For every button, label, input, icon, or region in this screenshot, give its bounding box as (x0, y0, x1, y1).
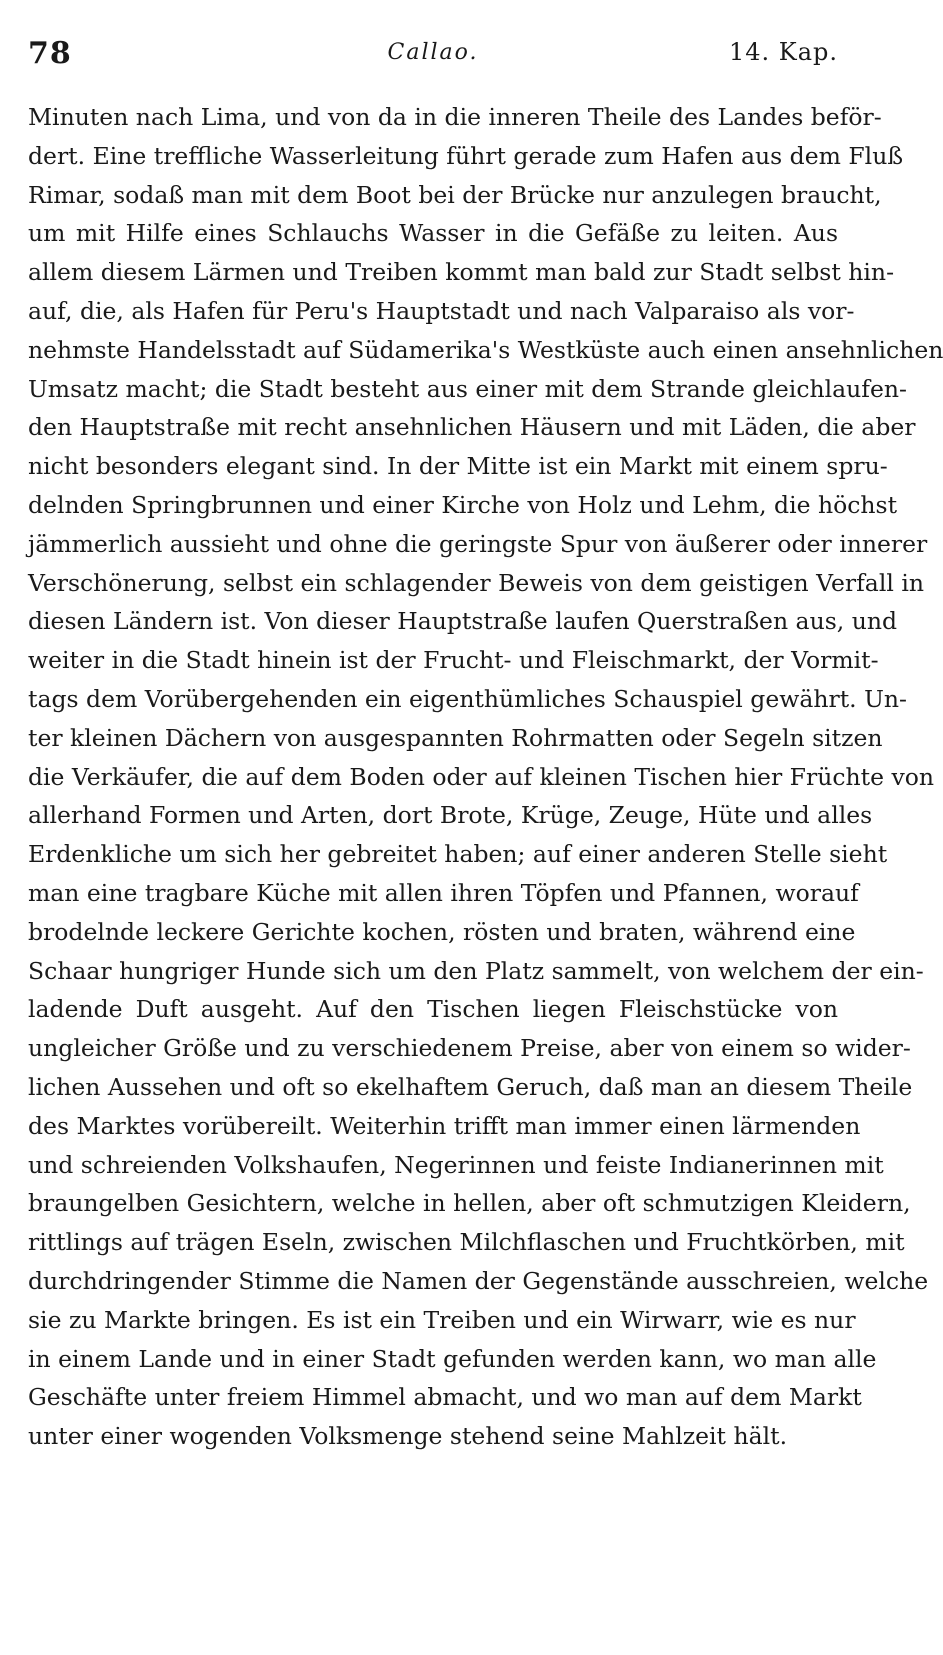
text-line: jämmerlich aussieht und ohne die geringste Spur von äußerer oder innerer (28, 529, 928, 558)
text-line: dert. Eine treffliche Wasserleitung führt gerade zum Hafen aus dem Fluß (28, 141, 904, 170)
text-line: Minuten nach Lima, und von da in die inneren Theile des Landes beför- (28, 103, 882, 131)
text-line: den Hauptstraße mit recht ansehnlichen Häusern und mit Läden, die aber (28, 413, 916, 442)
text-line: Geschäfte unter freiem Himmel abmacht, und wo man auf dem Markt (28, 1383, 862, 1412)
text-line: rittlings auf trägen Eseln, zwischen Milchflaschen und Fruchtkörben, mit (28, 1228, 905, 1257)
text-line: ladende Duft ausgeht. Auf den Tischen liegen Fleischstücke von (28, 995, 838, 1024)
text-line: ter kleinen Dächern von ausgespannten Rohrmatten oder Segeln sitzen (28, 723, 883, 752)
text-line: tags dem Vorübergehenden ein eigenthümliches Schauspiel gewährt. Un- (28, 684, 907, 713)
text-line: nicht besonders elegant sind. In der Mitte ist ein Markt mit einem spru- (28, 452, 888, 481)
text-line: allerhand Formen und Arten, dort Brote, Krüge, Zeuge, Hüte und alles (28, 801, 873, 830)
text-line: lichen Aussehen und oft so ekelhaftem Geruch, daß man an diesem Theile (28, 1072, 913, 1101)
text-line: durchdringender Stimme die Namen der Gegenstände ausschreien, welche (28, 1266, 929, 1295)
text-line: delnden Springbrunnen und einer Kirche von Holz und Lehm, die höchst (28, 490, 898, 519)
text-line: ungleicher Größe und zu verschiedenem Preise, aber von einem so wider- (28, 1034, 911, 1063)
text-line: auf, die, als Hafen für Peru's Hauptstadt und nach Valparaiso als vor- (28, 296, 855, 325)
page-number: 78 (28, 36, 72, 71)
text-line: Rimar, sodaß man mit dem Boot bei der Brücke nur anzulegen braucht, (28, 180, 882, 209)
text-line: diesen Ländern ist. Von dieser Hauptstraße laufen Querstraßen aus, und (28, 607, 898, 636)
page-header (28, 36, 838, 76)
text-line: Umsatz macht; die Stadt besteht aus einer mit dem Strande gleichlaufen- (28, 374, 907, 403)
running-head: Callao. (387, 40, 479, 65)
text-line: unter einer wogenden Volksmenge stehend seine Mahlzeit hält. (28, 1422, 788, 1451)
text-line: Schaar hungriger Hunde sich um den Platz sammelt, von welchem der ein- (28, 956, 924, 985)
text-line: weiter in die Stadt hinein ist der Frucht- und Fleischmarkt, der Vormit- (28, 646, 879, 675)
body-text (28, 98, 943, 1456)
text-line: die Verkäufer, die auf dem Boden oder auf kleinen Tischen hier Früchte von (28, 762, 935, 791)
text-line: um mit Hilfe eines Schlauchs Wasser in die Gefäße zu leiten. Aus (28, 219, 838, 248)
text-line: Verschönerung, selbst ein schlagender Beweis von dem geistigen Verfall in (28, 568, 924, 597)
text-line: des Marktes vorübereilt. Weiterhin trifft man immer einen lärmenden (28, 1111, 861, 1140)
text-line: in einem Lande und in einer Stadt gefunden werden kann, wo man alle (28, 1344, 877, 1373)
text-line: braungelben Gesichtern, welche in hellen, aber oft schmutzigen Kleidern, (28, 1189, 911, 1218)
text-line: allem diesem Lärmen und Treiben kommt man bald zur Stadt selbst hin- (28, 258, 895, 287)
text-line: nehmste Handelsstadt auf Südamerika's Westküste auch einen ansehnlichen (28, 335, 943, 364)
text-line: sie zu Markte bringen. Es ist ein Treiben und ein Wirwarr, wie es nur (28, 1305, 856, 1334)
text-line: Erdenkliche um sich her gebreitet haben; auf einer anderen Stelle sieht (28, 840, 888, 869)
text-line: und schreienden Volkshaufen, Negerinnen und feiste Indianerinnen mit (28, 1150, 884, 1179)
chapter-reference: 14. Kap. (728, 38, 838, 66)
text-line: brodelnde leckere Gerichte kochen, rösten und braten, während eine (28, 917, 856, 946)
text-line: man eine tragbare Küche mit allen ihren Töpfen und Pfannen, worauf (28, 878, 859, 907)
